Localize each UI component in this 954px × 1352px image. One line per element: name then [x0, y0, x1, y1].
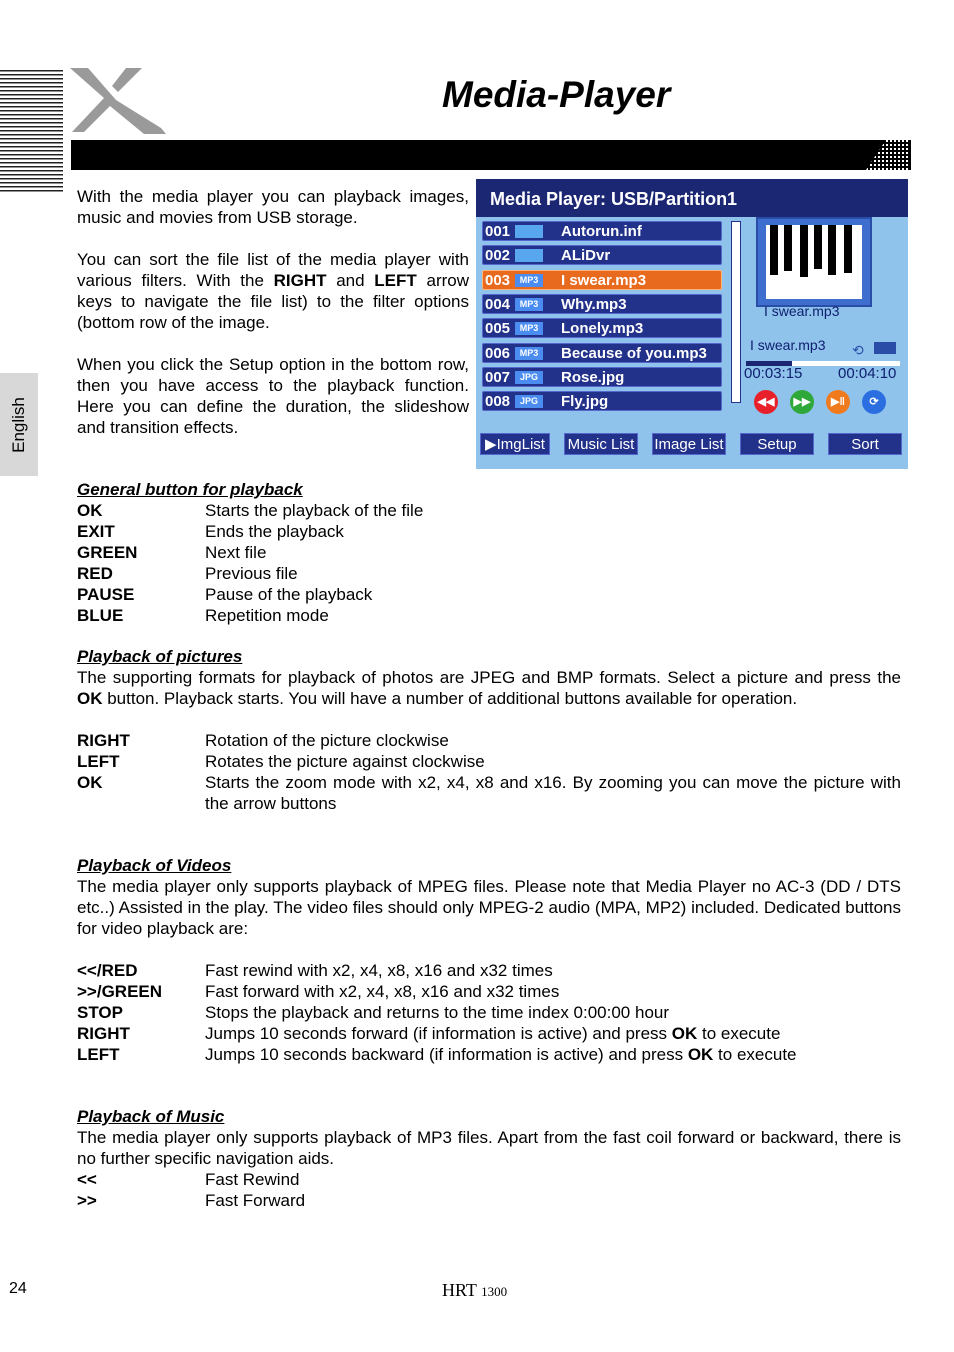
play-pause-icon: ▶‖ [826, 390, 850, 414]
header-hatch-decoration [0, 70, 63, 192]
language-label: English [9, 396, 28, 453]
key-table [77, 500, 901, 626]
key-name: >>/GREEN [77, 982, 163, 1001]
key-row [77, 1169, 901, 1190]
section-text: The media player only supports playback of MPEG files. Please note that Media Player no AC-3 (DD / DTS etc..) Assisted in the play. The video files should only MPEG-2 audio (MPA, MP2) included. Dedicated buttons for video playback are: [77, 877, 901, 938]
intro-paragraph-1: With the media player you can playback images, music and movies from USB storage. [77, 187, 469, 227]
key-name: OK [77, 501, 103, 520]
key-description: Ends the playback [205, 522, 344, 541]
page-number: 24 [9, 1280, 27, 1297]
key-row [77, 563, 901, 584]
key-description: Rotation of the picture clockwise [205, 731, 449, 750]
language-tab [0, 373, 38, 476]
previous-icon: ◀◀ [754, 390, 778, 414]
key-table [77, 730, 901, 814]
media-player-screenshot [476, 179, 908, 469]
key-name: >> [77, 1191, 97, 1210]
key-row [77, 772, 901, 814]
key-row [77, 730, 901, 751]
preview-caption: I swear.mp3 [764, 303, 840, 319]
folder-icon [515, 225, 543, 238]
section-title: Playback of pictures [77, 647, 243, 666]
section-title: General button for playback [77, 480, 303, 499]
key-row [77, 960, 901, 981]
now-playing-title: I swear.mp3 [750, 337, 826, 353]
scrollbar [731, 221, 741, 403]
header-bar-dots-decoration [866, 140, 910, 170]
page-title: Media-Player [442, 74, 671, 115]
key-row: RIGHT Jumps 10 seconds forward (if information is active) and press OK to execute [77, 1024, 781, 1043]
key-description: Stops the playback and returns to the time index 0:00:00 hour [205, 1003, 670, 1022]
key-name: GREEN [77, 543, 138, 562]
album-preview [756, 217, 872, 307]
key-description: Fast Rewind [205, 1170, 300, 1189]
brand-x-logo [66, 66, 170, 136]
file-list-item: 001 Autorun.inf [482, 221, 722, 241]
file-list-item: 005 MP3 Lonely.mp3 [482, 318, 722, 338]
key-row [77, 981, 901, 1002]
file-list-item: 006 MP3 Because of you.mp3 [482, 343, 722, 363]
section-videos [77, 855, 901, 1065]
section-title: Playback of Music [77, 1107, 225, 1126]
key-row [77, 500, 901, 521]
file-type-icon: MP3 [515, 322, 543, 335]
file-type-icon: JPG [515, 371, 543, 384]
repeat-icon: ⟲ [852, 342, 864, 358]
screenshot-heading: Media Player: USB/Partition1 [476, 179, 908, 217]
tab-music-list: Music List [564, 433, 638, 455]
key-description: Fast forward with x2, x4, x8, x16 and x32 times [205, 982, 560, 1001]
key-description: Starts the zoom mode with x2, x4, x8 and x16. By zooming you can move the picture with the arrow buttons [205, 773, 901, 813]
section-music [77, 1106, 901, 1211]
piano-keys-image [766, 225, 862, 299]
key-name: RED [77, 564, 113, 583]
repeat-mode-icon: ⟳ [862, 390, 886, 414]
key-table [77, 1169, 901, 1211]
key-row [77, 605, 901, 626]
key-name: LEFT [77, 752, 120, 771]
tab-image-list: Image List [652, 433, 726, 455]
time-elapsed: 00:03:15 [744, 365, 803, 382]
key-name: BLUE [77, 606, 124, 625]
key-name: EXIT [77, 522, 115, 541]
file-list-item: 008 JPG Fly.jpg [482, 391, 722, 411]
intro-text [77, 186, 469, 459]
key-name: << [77, 1170, 97, 1189]
key-description: Fast rewind with x2, x4, x8, x16 and x32 times [205, 961, 553, 980]
section-pictures [77, 646, 901, 814]
file-type-icon: MP3 [515, 298, 543, 311]
file-list-item: 003 MP3 I swear.mp3 [482, 270, 722, 290]
tab-setup: Setup [740, 433, 814, 455]
section-text: The supporting formats for playback of photos are JPEG and BMP formats. Select a picture and press the OK button. Playback starts. You will have a number of additional buttons available for operation. [77, 668, 901, 708]
tab-sort: Sort [828, 433, 902, 455]
file-list-item: 002 ALiDvr [482, 245, 722, 265]
key-description: Pause of the playback [205, 585, 373, 604]
key-description: Rotates the picture against clockwise [205, 752, 485, 771]
key-row [77, 1002, 901, 1023]
key-table [77, 960, 901, 1023]
file-type-icon: MP3 [515, 347, 543, 360]
key-description: Starts the playback of the file [205, 501, 424, 520]
key-name: RIGHT [77, 731, 130, 750]
key-description: Repetition mode [205, 606, 329, 625]
folder-icon [874, 342, 896, 354]
model-name: HRT 1300 [442, 1280, 508, 1300]
key-description: Previous file [205, 564, 298, 583]
key-name: <</RED [77, 961, 138, 980]
next-icon: ▶▶ [790, 390, 814, 414]
key-name: OK [77, 773, 103, 792]
key-name: PAUSE [77, 585, 135, 604]
section-general [77, 479, 901, 626]
header-bar [71, 140, 911, 170]
key-row: LEFT Jumps 10 seconds backward (if information is active) and press OK to execute [77, 1045, 797, 1064]
file-type-icon: JPG [515, 395, 543, 408]
key-description: Fast Forward [205, 1191, 306, 1210]
section-title: Playback of Videos [77, 856, 232, 875]
key-row [77, 1190, 901, 1211]
file-list-item: 007 JPG Rose.jpg [482, 367, 722, 387]
file-list-item: 004 MP3 Why.mp3 [482, 294, 722, 314]
file-type-icon: MP3 [515, 274, 543, 287]
section-text: The media player only supports playback of MP3 files. Apart from the fast coil forward or backward, there is no further specific navigation aids. [77, 1128, 901, 1168]
tab-imglist: ▶ImgList [480, 433, 550, 455]
intro-paragraph-3: When you click the Setup option in the bottom row, then you have access to the playback function. Here you can define the duration, the slideshow and transition effects. [77, 355, 469, 437]
key-description: Next file [205, 543, 267, 562]
key-name: STOP [77, 1003, 123, 1022]
key-row [77, 521, 901, 542]
key-row [77, 542, 901, 563]
time-total: 00:04:10 [838, 365, 897, 382]
key-row [77, 751, 901, 772]
folder-icon [515, 249, 543, 262]
key-row [77, 584, 901, 605]
intro-paragraph-2: You can sort the file list of the media player with various filters. With the RIGHT and LEFT arrow keys to navigate the file list) to the filter options (bottom row of the image. [77, 250, 469, 332]
